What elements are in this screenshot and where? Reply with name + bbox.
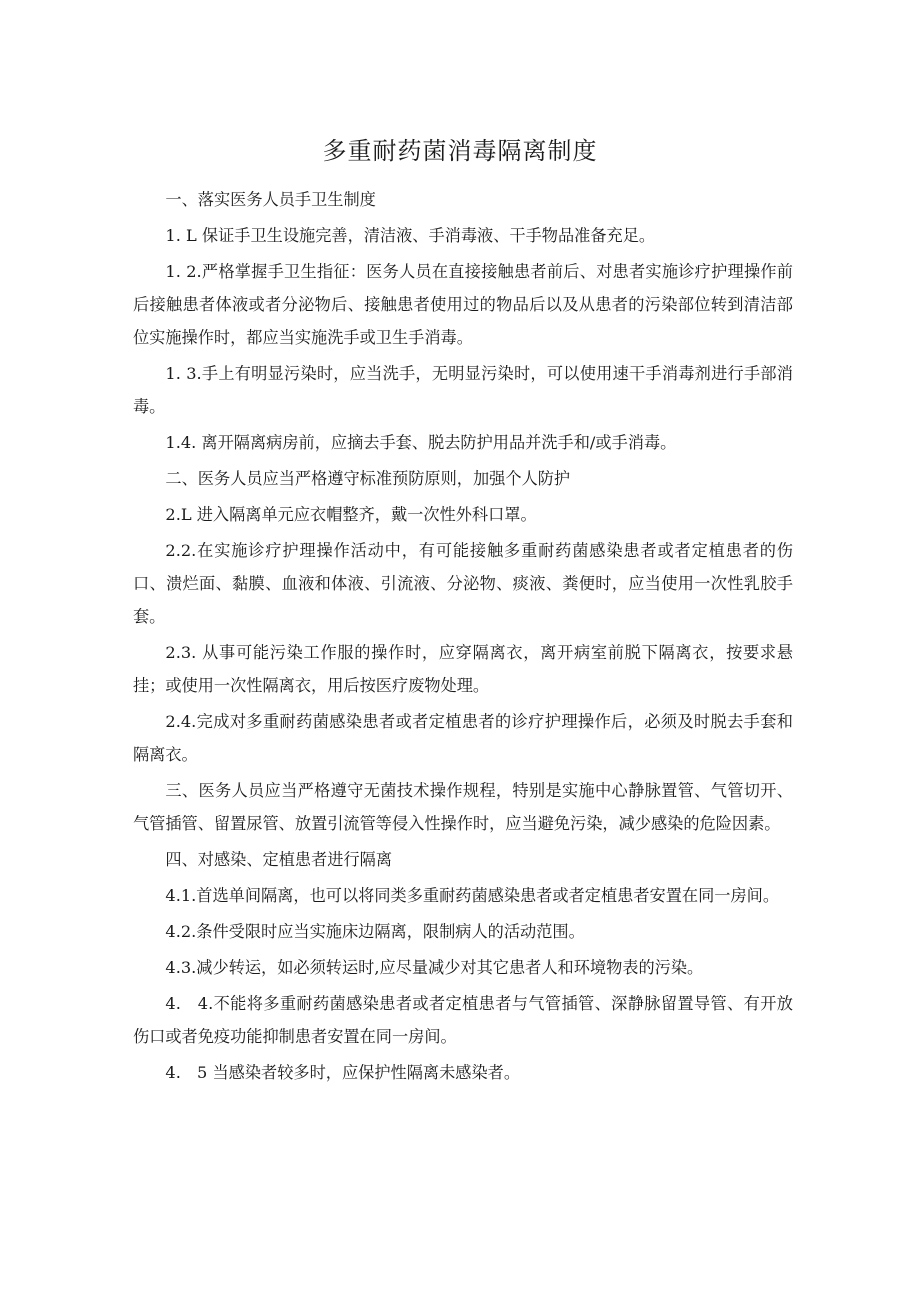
paragraph-4-4: 4. 4.不能将多重耐药菌感染患者或者定植患者与气管插管、深静脉留置导管、有开放伤口或者免疫功能抑制患者安置在同一房间。 [133,994,793,1046]
paragraph-1-4: 1.4. 离开隔离病房前，应摘去手套、脱去防护用品并洗手和/或手消毒。 [165,433,677,452]
paragraph-2-1: 2.L 进入隔离单元应衣帽整齐，戴一次性外科口罩。 [165,505,537,524]
paragraph-4-5: 4. 5 当感染者较多时，应保护性隔离未感染者。 [165,1063,521,1082]
document-title: 多重耐药菌消毒隔离制度 [322,137,598,165]
paragraph-4-1: 4.1.首选单间隔离，也可以将同类多重耐药菌感染患者或者定植患者安置在同一房间。 [165,886,780,905]
paragraph-1-2: 1. 2.严格掌握手卫生指征：医务人员在直接接触患者前后、对患者实施诊疗护理操作前后接触患者体液或者分泌物后、接触患者使用过的物品后以及从患者的污染部位转到清洁部位实施操作时，都应当实施洗手或卫生手消毒。 [133,262,793,347]
paragraph-2-4: 2.4.完成对多重耐药菌感染患者或者定植患者的诊疗护理操作后，必须及时脱去手套和隔离衣。 [133,712,793,764]
section-heading-3: 三、医务人员应当严格遵守无菌技术操作规程，特别是实施中心静脉置管、气管切开、气管插管、留置尿管、放置引流管等侵入性操作时，应当避免污染，减少感染的危险因素。 [133,781,793,833]
document-body [133,183,793,1089]
paragraph-4-2: 4.2.条件受限时应当实施床边隔离，限制病人的活动范围。 [165,922,585,941]
paragraph-4-3: 4.3.减少转运，如必须转运时,应尽量减少对其它患者人和环境物表的污染。 [165,958,704,977]
section-heading-2: 二、医务人员应当严格遵守标准预防原则，加强个人防护 [165,469,571,488]
section-heading-1: 一、落实医务人员手卫生制度 [165,190,376,209]
paragraph-2-3: 2.3. 从事可能污染工作服的操作时，应穿隔离衣，离开病室前脱下隔离衣，按要求悬挂；或使用一次性隔离衣，用后按医疗废物处理。 [133,643,793,695]
paragraph-2-2: 2.2.在实施诊疗护理操作活动中，有可能接触多重耐药菌感染患者或者定植患者的伤口、溃烂面、黏膜、血液和体液、引流液、分泌物、痰液、粪便时，应当使用一次性乳胶手套。 [133,541,793,626]
paragraph-1-3: 1. 3.手上有明显污染时，应当洗手，无明显污染时，可以使用速干手消毒剂进行手部消毒。 [133,364,793,416]
section-heading-4: 四、对感染、定植患者进行隔离 [165,850,393,869]
paragraph-1-1: 1. L 保证手卫生设施完善，清洁液、手消毒液、干手物品准备充足。 [165,226,656,245]
